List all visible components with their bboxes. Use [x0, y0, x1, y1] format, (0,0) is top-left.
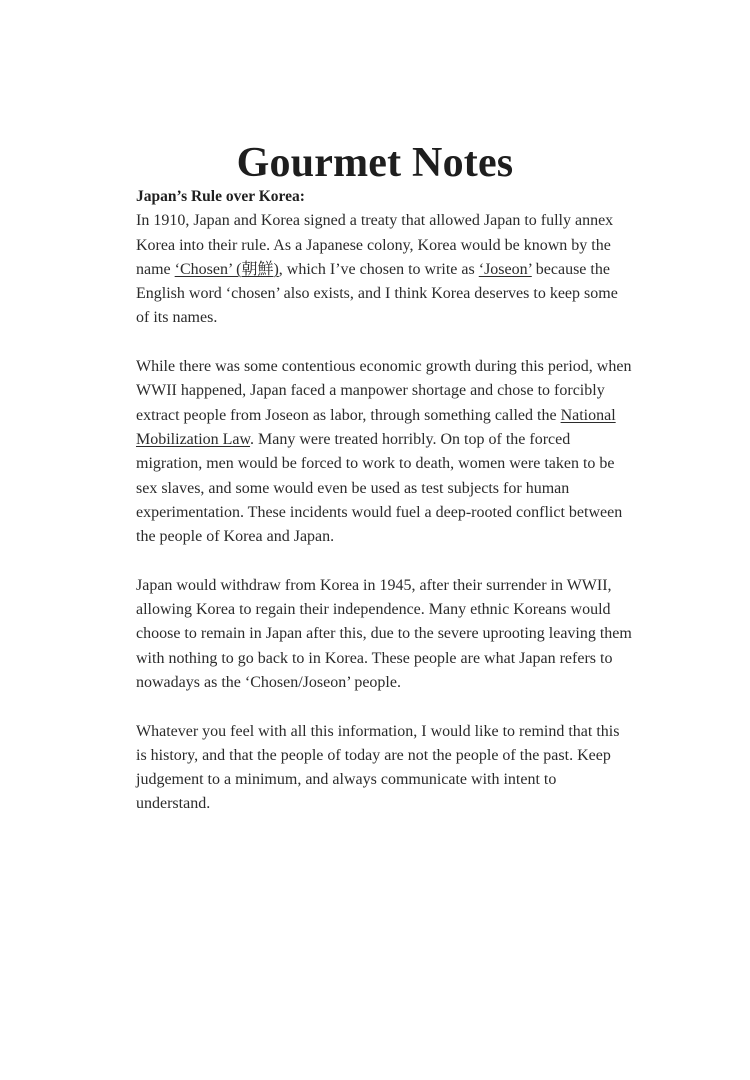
paragraph-1	[136, 209, 632, 330]
text-run: While there was some contentious economic growth during this period, when WWII happened, Japan faced a manpower shortage and chose to forcibly extract people from Joseon as labor, through something called the	[136, 358, 632, 424]
document-body	[136, 185, 632, 817]
paragraph-4	[136, 720, 632, 817]
paragraph-spacer	[136, 331, 632, 355]
paragraph-spacer	[136, 549, 632, 573]
text-run: Whatever you feel with all this information, I would like to remind that this is history, and that the people of today are not the people of the past. Keep judgement to a minimum, and always communicate with intent to understand.	[136, 722, 620, 813]
underlined-term: ‘Chosen’ (朝鮮)	[174, 260, 279, 278]
section-heading: Japan’s Rule over Korea:	[136, 188, 305, 205]
text-run: . Many were treated horribly. On top of the forced migration, men would be forced to work to death, women were taken to be sex slaves, and some would even be used as test subjects for human experimentation. These incidents would fuel a deep-rooted conflict between the people of Korea and Japan.	[136, 430, 623, 546]
paragraph-3	[136, 574, 632, 695]
underlined-term: ‘Joseon’	[478, 260, 532, 278]
page-title: Gourmet Notes	[236, 140, 514, 187]
paragraph-2	[136, 355, 632, 549]
text-run: , which I’ve chosen to write as	[278, 260, 479, 278]
paragraph-spacer	[136, 695, 632, 719]
text-run: In 1910, Japan and Korea signed a treaty that allowed Japan to fully annex Korea into their rule. As a Japanese colony, Korea would be known by the name	[136, 212, 614, 278]
text-run: because the English word ‘chosen’ also exists, and I think Korea deserves to keep some of its names.	[136, 260, 618, 327]
text-run: Japan would withdraw from Korea in 1945, after their surrender in WWII, allowing Korea to regain their independence. Many ethnic Koreans would choose to remain in Japan after this, due to the severe uprooting leaving them with nothing to go back to in Korea. These people are what Japan refers to nowadays as the ‘Chosen/Joseon’ people.	[136, 576, 632, 691]
underlined-term: National Mobilization Law	[136, 406, 616, 448]
